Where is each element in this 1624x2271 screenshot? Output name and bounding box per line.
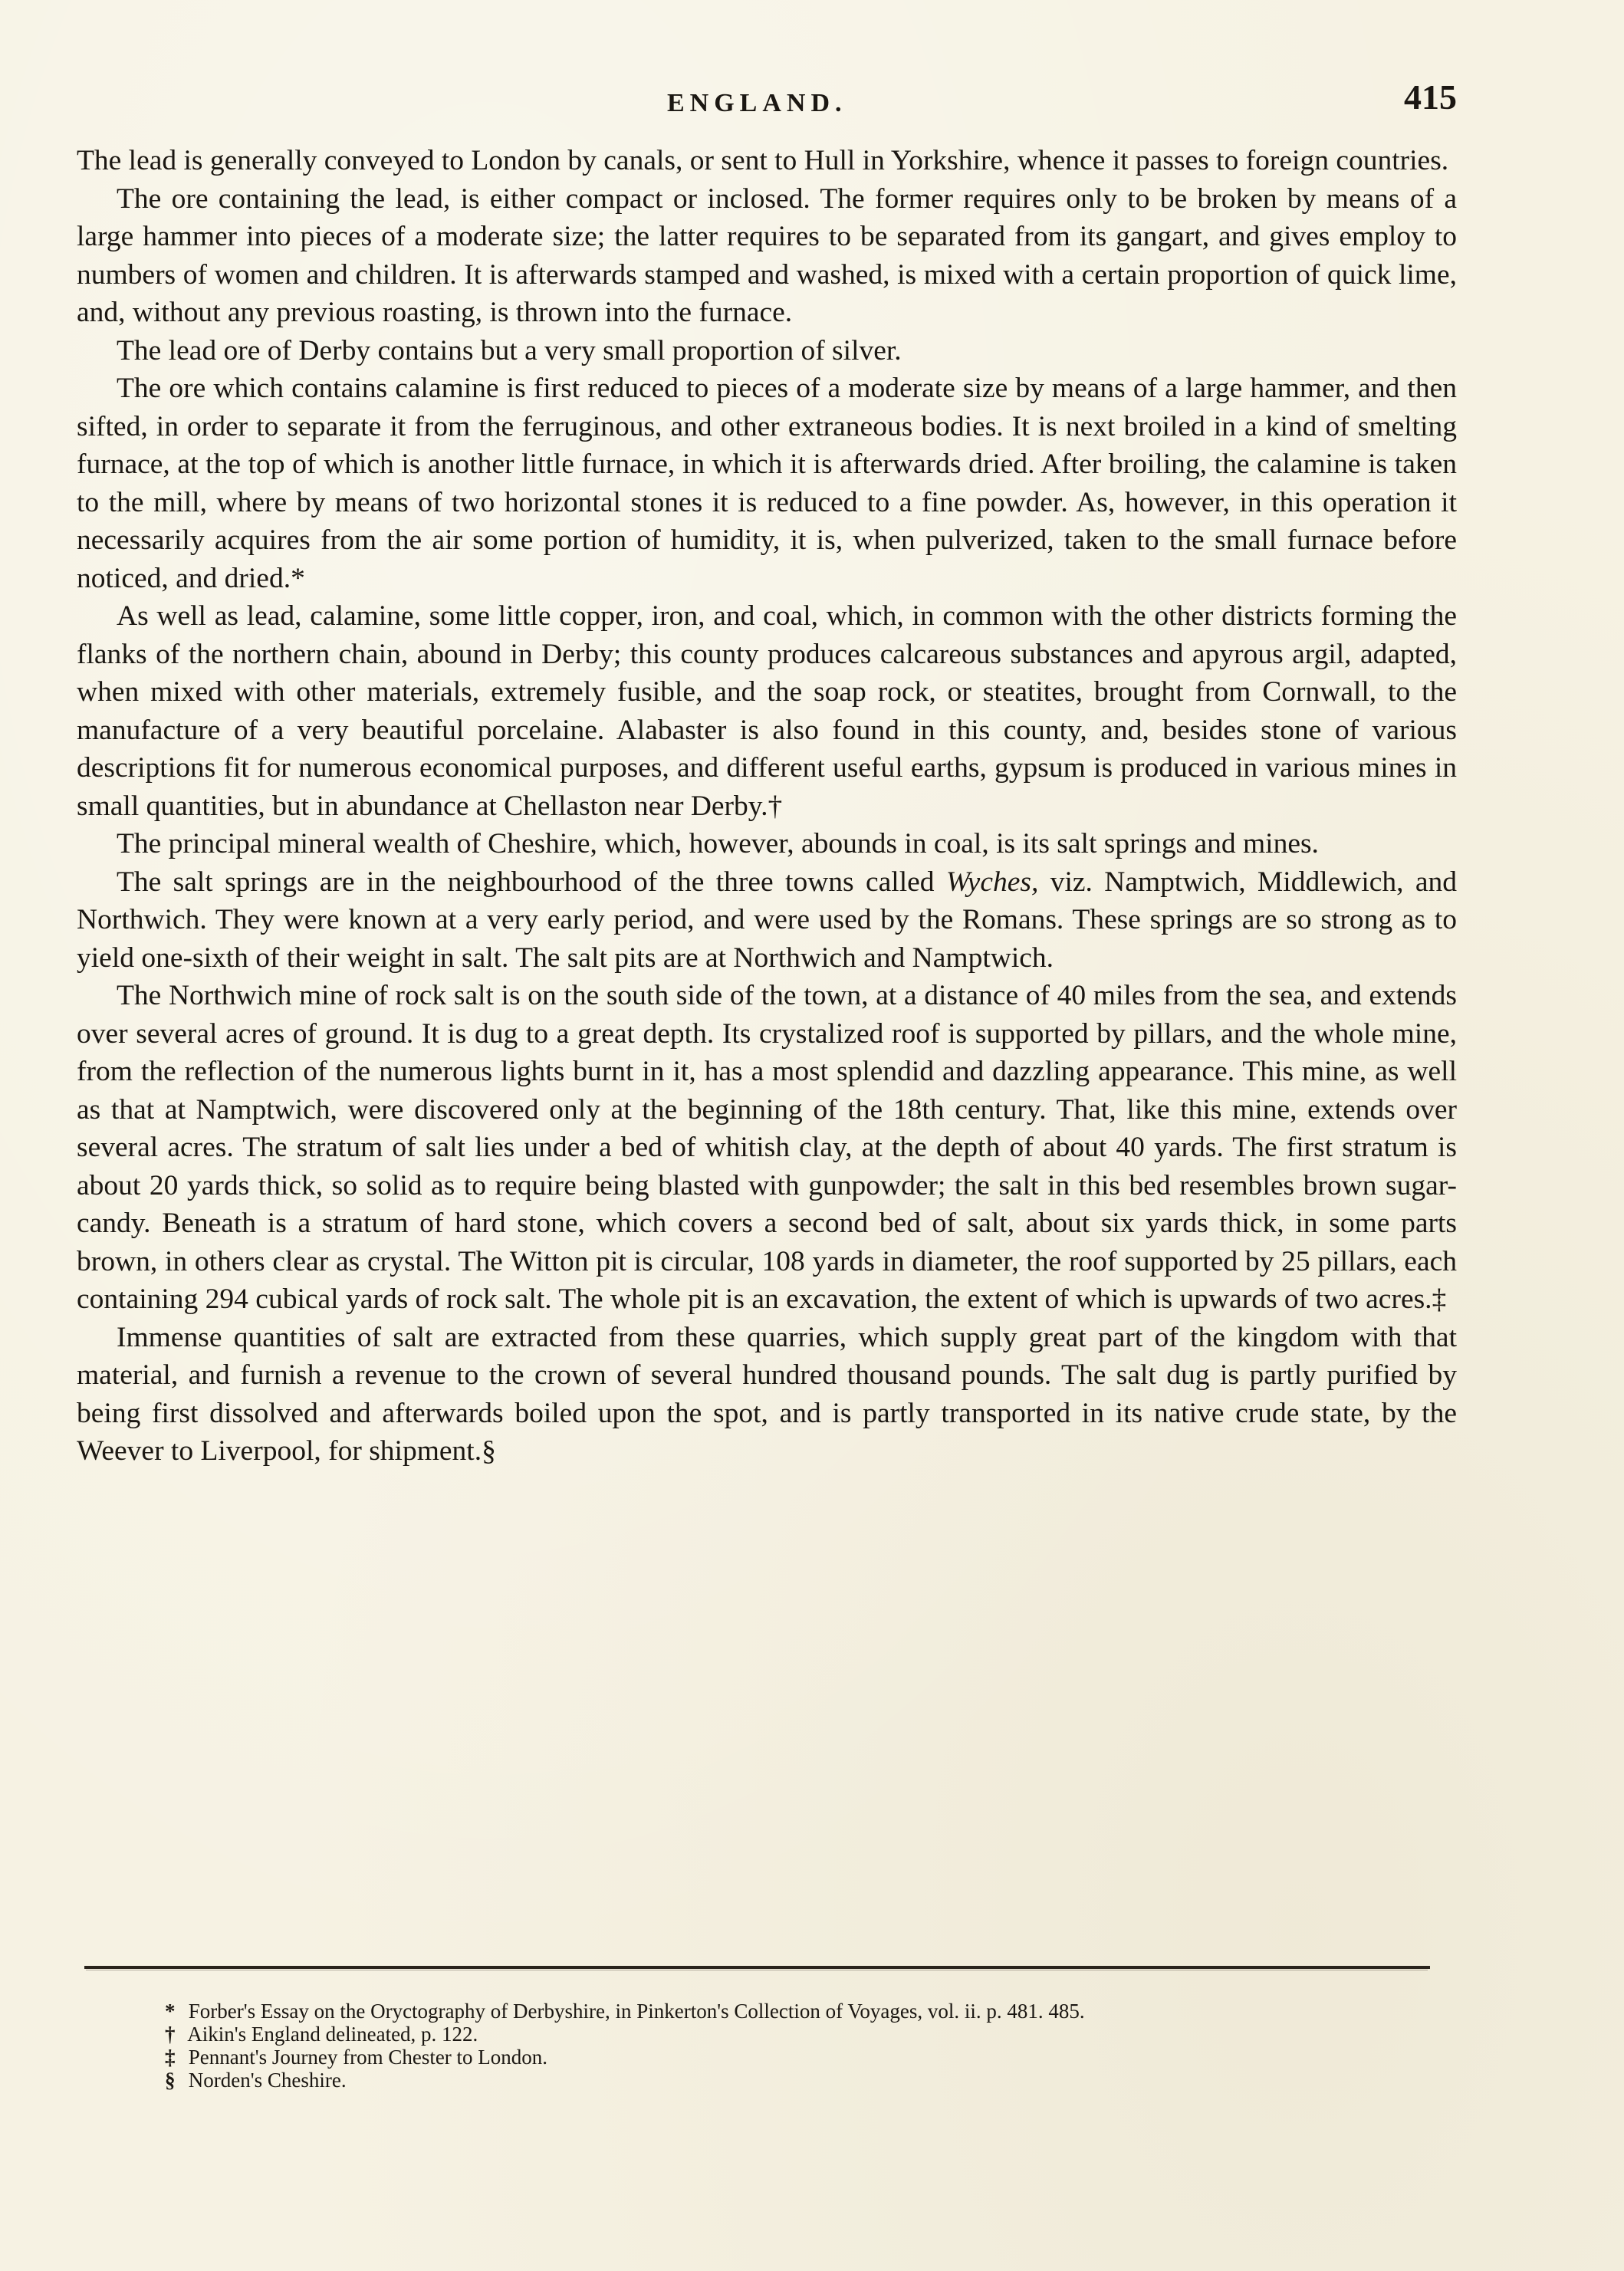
paragraph-derby-silver: The lead ore of Derby contains but a very small proportion of silver.: [117, 334, 902, 366]
page-header: [77, 77, 1457, 123]
paragraph-cheshire: The principal mineral wealth of Cheshire, which, however, abounds in coal, is its salt springs and mines.: [117, 828, 1319, 859]
running-head: ENGLAND.: [667, 89, 847, 117]
footnote-mark: ‡: [165, 2046, 176, 2069]
footnote-text: Aikin's England delineated, p. 122.: [187, 2023, 478, 2046]
footnote: [165, 2069, 1468, 2092]
footnote: [165, 2023, 1468, 2046]
paragraph-calamine: The ore which contains calamine is first reduced to pieces of a moderate size by means of a large hammer, and then sifted, in order to separate it from the ferruginous, and other extraneous bodies. It is next broiled in a kind of smelting furnace, at the top of which is another little furnace, in which it is afterwards dried. After broiling, the calamine is taken to the mill, where by means of two horizontal stones it is reduced to a fine powder. As, however, in this operation it necessarily acquires from the air some portion of humidity, it is, when pulverized, taken to the small furnace before noticed, and dried.*: [77, 373, 1457, 594]
page-number: 415: [1404, 77, 1457, 117]
footnote-text: Norden's Cheshire.: [188, 2069, 347, 2092]
footnote-rule: [84, 1966, 1430, 1969]
salt-springs-text: Namptwich, Middlewich, and Northwich. They were known at a very early period, and were used by the Romans. These springs are so strong as to yield one-sixth of their weight in salt. The salt pits are at Northwich and Namptwich.: [77, 866, 1458, 974]
footnote-text: Forber's Essay on the Oryctography of Derbyshire, in Pinkerton's Collection of Voyages, vol. ii. p. 481. 485.: [188, 2000, 1085, 2023]
footnote: [165, 2000, 1468, 2023]
paragraph-lead-ore: The ore containing the lead, is either compact or inclosed. The former requires only to be broken by means of a large hammer into pieces of a moderate size; the latter requires to be separated from its gangart, and gives employ to numbers of women and children. It is afterwards stamped and washed, is mixed with a certain proportion of quick lime, and, without any previous roasting, is thrown into the furnace.: [77, 182, 1457, 328]
body-text: [77, 142, 1457, 1471]
footnote: [165, 2046, 1468, 2069]
wyches-italic: Wyches,: [945, 866, 1039, 898]
footnote-mark: *: [165, 2000, 176, 2023]
salt-springs-viz: viz.: [1050, 866, 1093, 898]
paragraph-lead-transport: The lead is generally conveyed to London by canals, or sent to Hull in Yorkshire, whence it passes to foreign countries.: [77, 145, 1449, 176]
paragraph-salt-springs: [77, 863, 1457, 978]
footnote-text: Pennant's Journey from Chester to London.: [188, 2046, 548, 2069]
paragraph-derby-minerals: As well as lead, calamine, some little copper, iron, and coal, which, in common with the other districts forming the flanks of the northern chain, abound in Derby; this county produces calcareous substances and apyrous argil, adapted, when mixed with other materials, extremely fusible, and the soap rock, or steatites, brought from Cornwall, to the manufacture of a very beautiful porcelaine. Alabaster is also found in this county, and, besides stone of various descriptions fit for numerous economical purposes, and different useful earths, gypsum is produced in various mines in small quantities, but in abundance at Chellaston near Derby.†: [77, 600, 1457, 822]
footnotes: [165, 2000, 1468, 2092]
salt-springs-intro: The salt springs are in the neighbourhood of the three towns called: [117, 866, 935, 898]
footnote-mark: §: [165, 2069, 176, 2092]
footnote-mark: †: [165, 2023, 176, 2046]
paragraph-northwich-mine: The Northwich mine of rock salt is on the south side of the town, at a distance of 40 miles from the sea, and extends over several acres of ground. It is dug to a great depth. Its crystalized roof is supported by pillars, and the whole mine, from the reflection of the numerous lights burnt in it, has a most splendid and dazzling appearance. This mine, as well as that at Namptwich, were discovered only at the beginning of the 18th century. That, like this mine, extends over several acres. The stratum of salt lies under a bed of whitish clay, at the depth of about 40 yards. The first stratum is about 20 yards thick, so solid as to require being blasted with gunpowder; the salt in this bed resembles brown sugar-candy. Beneath is a stratum of hard stone, which covers a second bed of salt, about six yards thick, in some parts brown, in others clear as crystal. The Witton pit is circular, 108 yards in diameter, the roof supported by 25 pillars, each containing 294 cubical yards of rock salt. The whole pit is an excavation, the extent of which is upwards of two acres.‡: [77, 980, 1457, 1315]
paragraph-salt-extraction: Immense quantities of salt are extracted from these quarries, which supply great part of the kingdom with that material, and furnish a revenue to the crown of several hundred thousand pounds. The salt dug is partly purified by being first dissolved and afterwards boiled upon the spot, and is partly transported in its native crude state, by the Weever to Liverpool, for shipment.§: [77, 1321, 1457, 1467]
